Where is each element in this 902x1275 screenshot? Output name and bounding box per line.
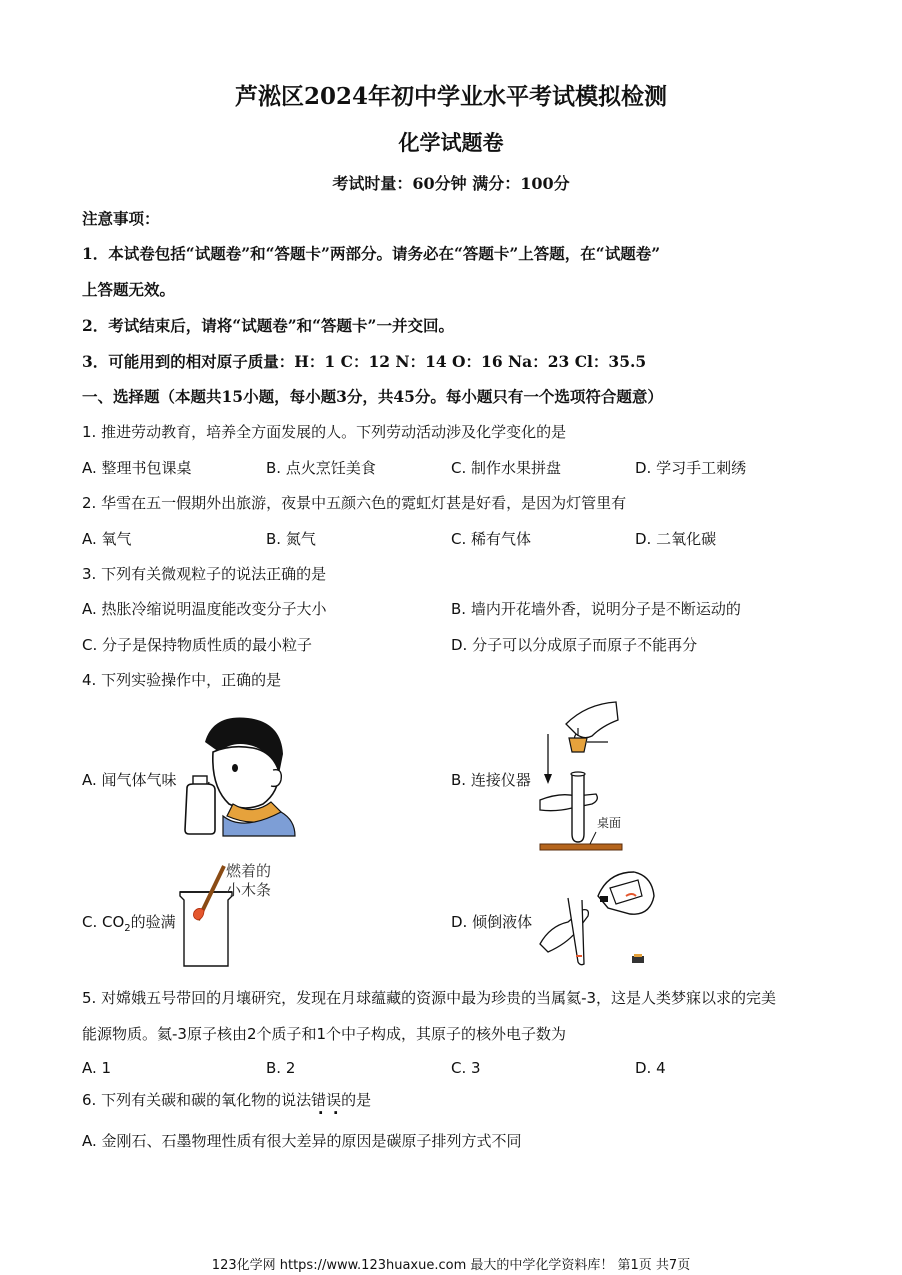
question-4-stem: 4. 下列实验操作中，正确的是: [82, 671, 282, 689]
question-5-stem: 5. 对嫦娥五号带回的月壤研究，发现在月球蕴藏的资源中最为珍贵的当属氦-3，这是人类梦寐以求的完美: [82, 989, 777, 1007]
question-5-stem-cont: 能源物质。氦-3原子核由2个质子和1个中子构成，其原子的核外电子数为: [82, 1025, 567, 1043]
q2-option-c: C. 稀有气体: [451, 530, 532, 548]
q6-stem-end: 的是: [341, 1091, 372, 1109]
q2-option-b: B. 氮气: [266, 530, 316, 548]
q6-emphasis-2: 误: [326, 1091, 342, 1109]
question-1-stem: 1. 推进劳动教育，培养全方面发展的人。下列劳动活动涉及化学变化的是: [82, 423, 567, 441]
burning-stick-label: [226, 862, 271, 900]
exam-subtitle: 化学试题卷: [398, 130, 504, 155]
q5-option-c: C. 3: [451, 1059, 481, 1077]
q4-option-d: D. 倾倒液体: [451, 913, 533, 931]
q1-option-d: D. 学习手工刺绣: [635, 459, 747, 477]
q3-option-d: D. 分子可以分成原子而原子不能再分: [451, 636, 698, 654]
q4-option-a: A. 闻气体气味: [82, 771, 177, 789]
q2-option-a: A. 氧气: [82, 530, 132, 548]
notes-heading: 注意事项：: [82, 209, 160, 228]
note-item-3: 3．可能用到的相对原子质量：H：1 C：12 N：14 O：16 Na：23 Cl：35.5: [82, 352, 647, 371]
question-3-stem: 3. 下列有关微观粒子的说法正确的是: [82, 565, 327, 583]
question-2-stem: 2. 华雪在五一假期外出旅游，夜景中五颜六色的霓虹灯甚是好看，是因为灯管里有: [82, 494, 627, 512]
q1-option-b: B. 点火烹饪美食: [266, 459, 376, 477]
burning-stick-label-line-2: 小木条: [226, 881, 272, 899]
exam-title: 芦淞区2024年初中学业水平考试模拟检测: [234, 83, 667, 110]
note-item-2: 2．考试结束后，请将“试题卷”和“答题卡”一并交回。: [82, 316, 454, 335]
smelling-gas-figure: [183, 712, 298, 837]
q5-option-b: B. 2: [266, 1059, 296, 1077]
q3-option-b: B. 墙内开花墙外香，说明分子是不断运动的: [451, 600, 741, 618]
q4-option-b: B. 连接仪器: [451, 771, 531, 789]
burning-stick-label-line-1: 燃着的: [226, 862, 272, 880]
q4-option-c-subscript: 2: [124, 923, 131, 934]
connect-apparatus-figure: [536, 700, 636, 855]
note-item-1: 1．本试卷包括“试题卷”和“答题卡”两部分。请务必在“答题卡”上答题，在“试题卷”: [82, 244, 661, 263]
q5-option-d: D. 4: [635, 1059, 666, 1077]
page-footer: 123化学网 https://www.123huaxue.com 最大的中学化学资料库！ 第1页 共7页: [211, 1258, 691, 1273]
note-item-1-cont: 上答题无效。: [82, 280, 176, 299]
q6-stem-start: 6. 下列有关碳和碳的氧化物的说法: [82, 1091, 312, 1109]
desk-label: 桌面: [597, 816, 622, 830]
q5-option-a: A. 1: [82, 1059, 112, 1077]
exam-info: 考试时量：60分钟 满分：100分: [332, 174, 570, 193]
q3-option-c: C. 分子是保持物质性质的最小粒子: [82, 636, 313, 654]
q6-emphasis-1: 错: [311, 1091, 327, 1109]
section-heading: 一、选择题（本题共15小题，每小题3分，共45分。每小题只有一个选项符合题意）: [82, 387, 663, 406]
q3-option-a: A. 热胀冷缩说明温度能改变分子大小: [82, 600, 327, 618]
pour-liquid-figure: [538, 866, 658, 966]
q4-option-c: [82, 911, 176, 934]
q1-option-a: A. 整理书包课桌: [82, 459, 192, 477]
q4-option-c-text: 的验满: [130, 913, 176, 931]
q6-option-a: A. 金刚石、石墨物理性质有很大差异的原因是碳原子排列方式不同: [82, 1132, 522, 1150]
q4-option-c-formula: C. CO: [82, 913, 125, 931]
q1-option-c: C. 制作水果拼盘: [451, 459, 562, 477]
q2-option-d: D. 二氧化碳: [635, 530, 717, 548]
question-6-stem: [82, 1089, 371, 1110]
